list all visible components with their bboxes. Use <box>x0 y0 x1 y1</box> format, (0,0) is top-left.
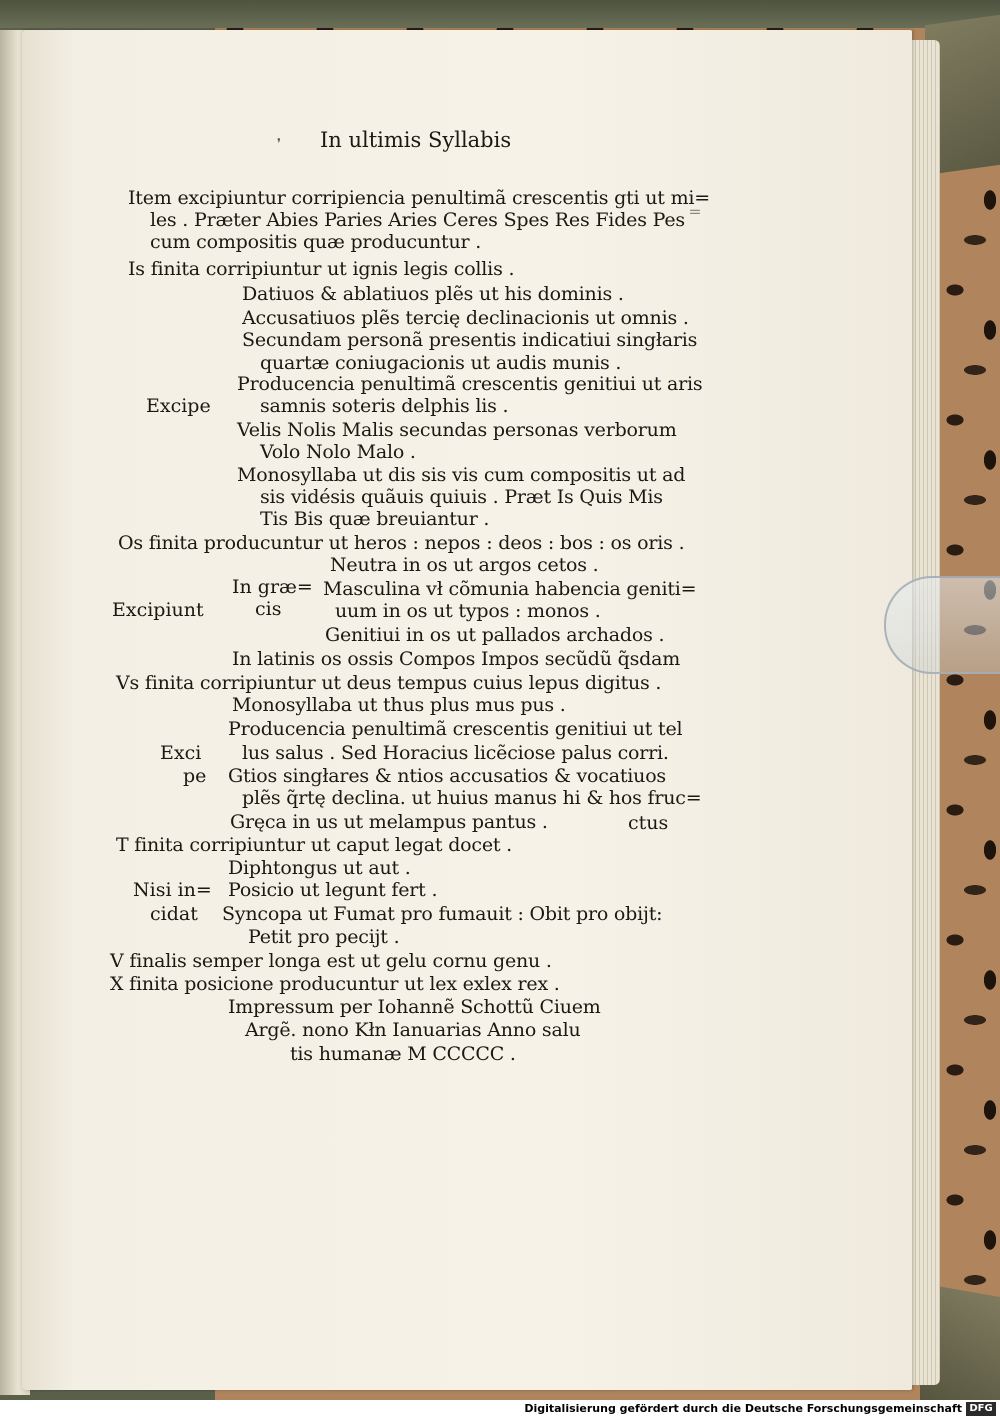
text-line: Accusatiuos plẽs tercię declinacionis ut omnis . <box>242 307 689 329</box>
text-line: Impressum per Iohannẽ Schottũ Ciuem <box>228 996 601 1018</box>
dfg-logo: DFG <box>966 1402 996 1416</box>
text-line: Item excipiuntur corripiencia penultimã crescentis gti ut mi= <box>128 187 710 209</box>
text-line: Secundam personã presentis indicatiui singłaris <box>242 329 698 351</box>
text-line: Masculina vł cõmunia habencia geniti= <box>323 578 697 600</box>
text-line: Gtios singłares & ntios accusatios & vocatiuos <box>228 765 666 787</box>
text-line: In latinis os ossis Compos Impos secũdũ q̃sdam <box>232 648 681 670</box>
text-line: T finita corripiuntur ut caput legat docet . <box>116 834 513 856</box>
gloss-nisi-in: Nisi in= <box>133 879 212 901</box>
text-line: Os finita producuntur ut heros : nepos : deos : bos : os oris . <box>118 532 685 554</box>
text-line: plẽs q̃rtę declina. ut huius manus hi & hos fruc= <box>242 787 702 809</box>
text-line: Posicio ut legunt fert . <box>228 879 438 901</box>
gloss-pe: pe <box>183 765 207 787</box>
gloss-cis: cis <box>255 598 282 620</box>
gloss-exci: Exci <box>160 742 202 764</box>
ornament-mark: ❜ <box>277 136 281 150</box>
text-line: Argẽ. nono Kłn Ianuarias Anno salu <box>245 1019 581 1041</box>
footer-credit: Digitalisierung gefördert durch die Deutsche Forschungsgemeinschaft <box>524 1402 962 1415</box>
text-line: Is finita corripiuntur ut ignis legis collis . <box>128 258 515 280</box>
text-line: cum compositis quæ producuntur . <box>150 231 482 253</box>
text-line: Datiuos & ablatiuos plẽs ut his dominis . <box>242 283 624 305</box>
gloss-excipe: Excipe <box>146 395 211 417</box>
text-line: sis vidésis quãuis quiuis . Præt Is Quis Mis <box>260 486 663 508</box>
text-line: Syncopa ut Fumat pro fumauit : Obit pro obijt: <box>222 903 663 925</box>
text-line: tis humanæ M CCCCC . <box>290 1043 516 1065</box>
gloss-excipiunt: Excipiunt <box>112 599 204 621</box>
text-line: X finita posicione producuntur ut lex exlex rex . <box>110 973 560 995</box>
gloss-ctus: ctus <box>628 812 669 834</box>
text-line: samnis soteris delphis lis . <box>260 395 509 417</box>
text-line: Monosyllaba ut dis sis vis cum compositis ut ad <box>237 464 686 486</box>
text-line: Genitiui in os ut pallados archados . <box>325 624 665 646</box>
text-line: Producencia penultimã crescentis genitiui ut tel <box>228 718 683 740</box>
gloss-cidat: cidat <box>150 903 198 925</box>
text-line: V finalis semper longa est ut gelu cornu genu . <box>110 950 552 972</box>
footer <box>0 1400 1000 1419</box>
text-line: Neutra in os ut argos cetos . <box>330 554 599 576</box>
text-line: uum in os ut typos : monos . <box>335 600 601 622</box>
text-line: quartæ coniugacionis ut audis munis . <box>260 352 622 374</box>
text-line: Velis Nolis Malis secundas personas verborum <box>237 419 677 441</box>
text-line: les . Præter Abies Paries Aries Ceres Spes Res Fides Pes <box>150 209 685 231</box>
cover-edge <box>0 0 1000 28</box>
text-line: Diphtongus ut aut . <box>228 857 411 879</box>
hyphen-mark: ＝ <box>688 205 702 221</box>
text-line: Gręca in us ut melampus pantus . <box>230 811 548 833</box>
text-line: Tis Bis quæ breuiantur . <box>260 508 490 530</box>
gloss-in-grae: In græ= <box>232 576 313 598</box>
page-heading: In ultimis Syllabis <box>320 128 512 152</box>
text-line: Volo Nolo Malo . <box>260 441 416 463</box>
text-line: lus salus . Sed Horacius licẽciose palus corri. <box>242 742 669 764</box>
text-line: Vs finita corripiuntur ut deus tempus cuius lepus digitus . <box>116 672 662 694</box>
text-line: Petit pro pecijt . <box>248 926 400 948</box>
plastic-clip <box>884 576 1000 674</box>
text-line: Producencia penultimã crescentis genitiui ut aris <box>237 373 703 395</box>
text-line: Monosyllaba ut thus plus mus pus . <box>232 694 566 716</box>
